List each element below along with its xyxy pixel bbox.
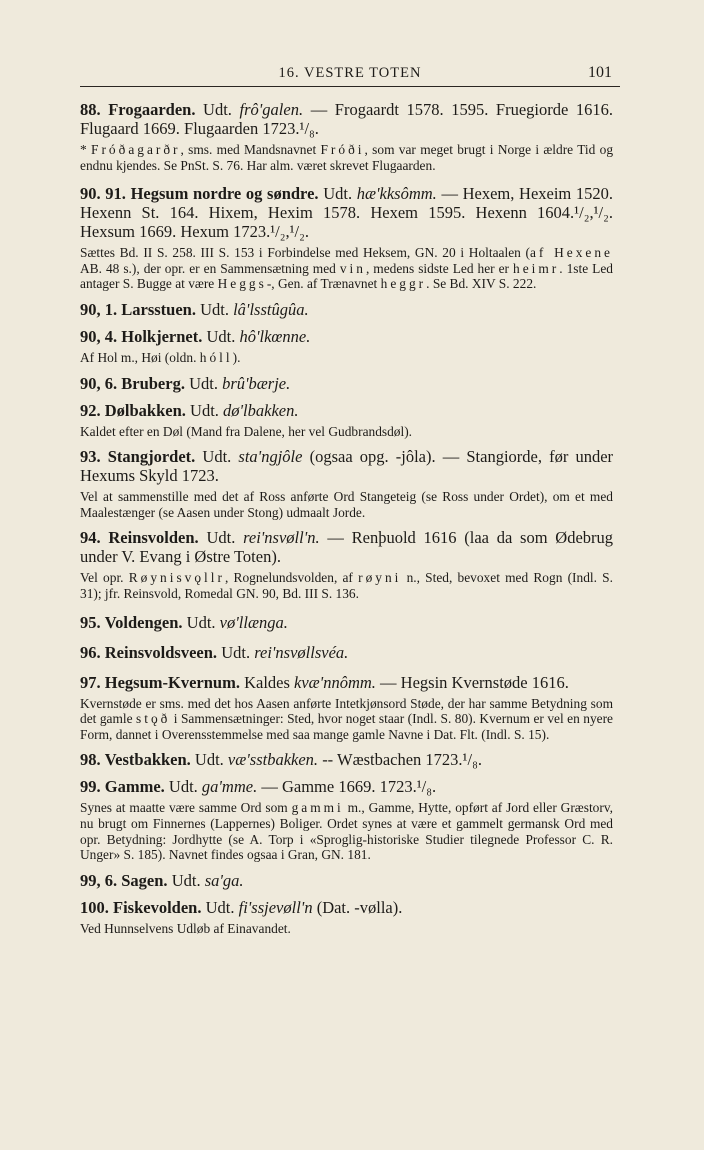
pron-prefix: Udt. [221,642,251,662]
entry-number: 99. [80,777,101,797]
note-text: Vel at sammenstille med det af Ross anførte Ord Stangeteig (se Ross under Ordet), om et med Maalestænger (se Aasen under Stong) udmaalt Jorde. [80,489,613,520]
entry-name: Dølbakken. [104,400,186,420]
note-text: Synes at maatte være samme Ord som [80,800,292,816]
entry-name: Hegsum-Kvernum. [104,672,240,692]
pronunciation: fi'ssjevøll'n [238,897,313,917]
entry-text: — Gamme 1669. 1723.¹/₈. [261,777,437,797]
note-spaced-word: røyni [358,570,402,586]
pronunciation: rei'nsvøll'n. [243,528,320,548]
note-text: . 1ste Led antager S. Bugge at være [80,260,613,292]
entry-text: (ogsaa opg. -jôla). — Stangiorde, før under Hexums Skyld 1723. [80,447,614,486]
note-text: , sms. med Mandsnavnet [180,142,321,157]
pron-prefix: Udt. [323,184,353,204]
entry-number: 96. [80,642,101,662]
entry-text: — Hexem, Hexeim 1520. Hexenn St. 164. Hixem, Hexim 1578. Hexem 1595. Hexenn 1604.¹/₂,¹/₂. Hexsum 1669. Hexum 1723.¹/₂,¹/₂. [80,184,614,242]
entry-number: 93. [80,447,101,467]
note-text: . Se Bd. XIV S. 222. [426,276,537,292]
note-spaced-word: Røynisvǫllr [128,570,225,586]
pronunciation: sa'ga. [204,870,244,890]
note-text: , medens sidste Led her er [365,260,514,276]
note-text: m., Gamme, Hytte, opført af Jord eller Græstorv, nu brugt om Finnernes (Lappernes) Boliger. Ordet synes at være et gammelt germansk Ord med opr. Betydning: Jordhytte (se A. Torp i «Sproglig-historiske Studier tilegnede Professor C. R. Unger» S. 185). Navnet findes ogsaa i Gran, GN. 181. [80,800,613,863]
pronunciation: hô'lkœnne. [239,326,311,346]
pronunciation: ga'mme. [201,777,258,797]
entry-name: Holkjernet. [121,326,203,346]
entry-note [80,800,613,862]
page-header [80,62,620,87]
entry-95 [80,613,613,632]
pronunciation: frô'galen. [239,100,304,119]
note-spaced-word: heimr [513,260,560,276]
pronunciation: rei'nsvøllsvéa. [254,642,349,662]
note-spaced-word: vin [339,260,366,276]
entry-name: Reinsvoldsveen. [104,642,218,662]
entry-90-1 [80,300,613,319]
entry-name: Frogaarden. [108,100,196,119]
note-text: , Rognelundsvolden, af [224,570,359,586]
entry-note [80,489,613,520]
entry-99-6 [80,871,613,890]
entry-name: Hegsum nordre og søndre. [130,184,319,204]
entry-note [80,921,613,937]
note-text: Af Hol m., Høi (oldn. [80,349,200,365]
note-text: n., Sted, bevoxet med Rogn (Indl. S. 31); jfr. Reinsvold, Romedal GN. 90, Bd. III S. 136. [80,570,613,601]
pron-prefix: Udt. [189,373,218,393]
entry-number: 100. [80,897,109,917]
pron-prefix: Udt. [168,777,198,797]
note-text: -, Gen. af Trænavnet [266,276,381,292]
note-text: Vel opr. [80,570,129,586]
entry-text: -- Wæstbachen 1723.¹/₈. [322,750,482,770]
pronunciation: kvæ'nnômm. [294,672,376,692]
entry-name: Vestbakken. [104,750,191,770]
entry-90-4 [80,327,613,346]
entry-100 [80,898,613,917]
entry-88 [80,100,613,138]
pronunciation: lâ'lsstûgûa. [233,299,309,319]
entry-note [80,570,613,601]
note-spaced-word: Fróðagarðr [91,142,181,157]
entry-98 [80,750,613,769]
note-text: Kvernstøde er sms. med det hos Aasen anførte Intetkjønsord Støde, der har samme Betydning som det gamle [80,695,613,727]
note-text: Kaldet efter en Døl (Mand fra Dalene, her vel Gudbrandsdøl). [80,423,413,439]
pron-prefix: Udt. [206,528,236,548]
note-text: i Sammensætninger: Sted, hvor noget staar (Indl. S. 80). Kvernum er vel en nyere Form, dannet i Overensstemmelse med saa mange gamle Navne i Dat. Flt. (Indl. S. 15). [80,711,613,742]
entry-note [80,696,613,743]
pronunciation: hæ'kksômm. [356,184,437,204]
entry-text: — Frogaardt 1578. 1595. Fruegiorde 1616. Flugaard 1669. Flugaarden 1723.¹/₈. [80,100,614,138]
entry-note [80,142,613,173]
entry-note [80,245,613,292]
page-number: 101 [588,64,612,81]
note-text: , som var meget brugt i Norge i ældre Tid og endnu kjendes. Se PnSt. S. 76. Har alm. været skrevet Flugaarden. [80,142,614,173]
entry-96 [80,643,613,662]
entry-number: 90, 6. [80,373,118,393]
entry-number: 90, 1. [80,299,118,319]
entry-number: 95. [80,612,101,632]
entry-name: Larsstuen. [121,299,196,319]
pron-prefix: Kaldes [244,672,290,692]
entry-number: 94. [80,528,101,548]
entry-92 [80,401,613,420]
entry-text: — Renþuold 1616 (laa da som Ødebrug under V. Evang i Østre Toten). [80,528,614,567]
entry-99 [80,777,613,796]
pronunciation: sta'ngjôle [238,447,303,467]
page-body [80,100,613,936]
entry-name: Stangjordet. [107,447,196,467]
entry-number: 88. [80,100,101,119]
entry-90-6 [80,374,613,393]
entry-number: 98. [80,750,101,770]
entry-97 [80,673,613,692]
entry-number: 90. 91. [80,184,126,204]
pron-prefix: Udt. [200,299,229,319]
pron-prefix: Udt. [203,100,232,119]
note-text: Sættes Bd. II S. 258. III S. 153 i Forbindelse med Heksem, GN. 20 i Holtaalen ( [80,245,530,261]
pron-prefix: Udt. [202,447,232,467]
entry-number: 99, 6. [80,870,118,890]
pronunciation: dø'lbakken. [223,400,299,420]
entry-note [80,350,613,366]
entry-name: Fiskevolden. [113,897,202,917]
running-title: 16. VESTRE TOTEN [278,65,422,81]
note-spaced-word: gammi [291,800,344,816]
entry-number: 90, 4. [80,326,118,346]
note-spaced-word: heggr [380,276,427,292]
entry-name: Sagen. [121,870,168,890]
pronunciation: vø'llænga. [219,612,288,632]
entry-note [80,424,613,440]
entry-name: Voldengen. [104,612,183,632]
note-spaced-word: hóll [199,349,233,365]
note-spaced-word: af Hexene [529,245,613,261]
entry-name: Gamme. [104,777,165,797]
note-spaced-word: Heggs [217,276,267,292]
entry-name: Reinsvolden. [108,528,199,548]
note-text: * [80,142,92,157]
entry-text: (Dat. -vølla). [316,897,403,917]
entry-93 [80,447,613,485]
pron-prefix: Udt. [194,750,224,770]
note-spaced-word: Fróði [320,142,365,157]
pronunciation: væ'sstbakken. [227,750,319,770]
entry-number: 97. [80,672,101,692]
pron-prefix: Udt. [205,897,235,917]
note-text: AB. 48 s.), der opr. er en Sammensætning med [80,260,340,276]
pronunciation: brû'bærje. [222,373,291,393]
note-text: ). [232,349,241,365]
note-spaced-word: stǫð [136,711,171,727]
pron-prefix: Udt. [186,612,216,632]
entry-name: Bruberg. [121,373,185,393]
pron-prefix: Udt. [190,400,219,420]
pron-prefix: Udt. [206,326,236,346]
entry-text: — Hegsin Kvernstøde 1616. [380,672,569,692]
entry-number: 92. [80,400,101,420]
pron-prefix: Udt. [171,870,201,890]
entry-94 [80,528,613,566]
note-text: Ved Hunnselvens Udløb af Einavandet. [80,920,291,936]
entry-90-91 [80,184,613,241]
